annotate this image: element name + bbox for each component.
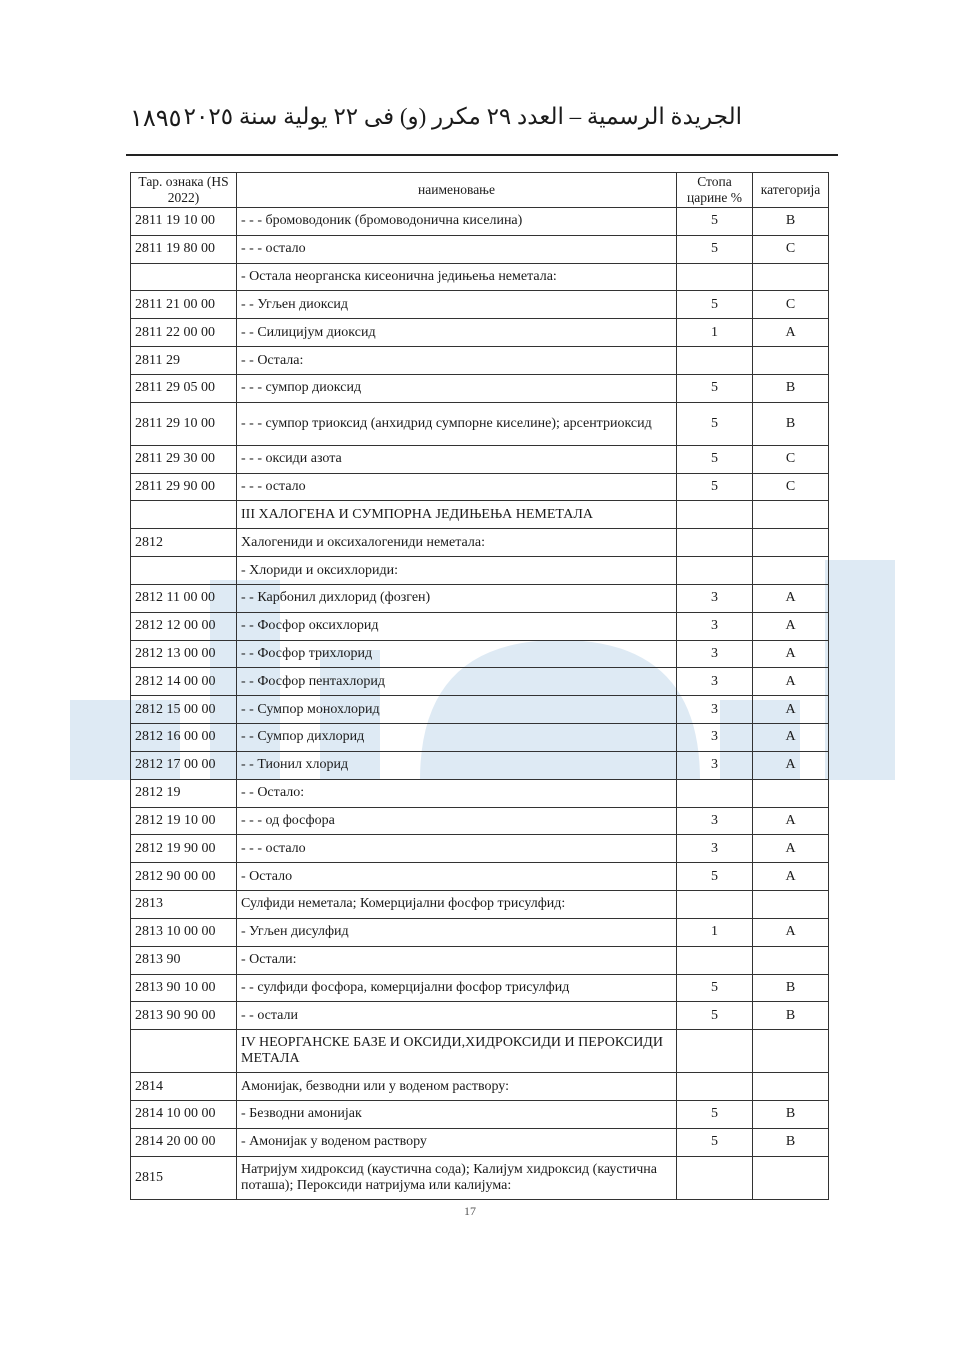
cell-category: A xyxy=(753,696,829,724)
cell-name: - - Тионил хлорид xyxy=(237,751,677,779)
table-row xyxy=(131,1128,829,1156)
table-row xyxy=(131,291,829,319)
header-code: Тар. ознака (HS 2022) xyxy=(131,173,237,208)
cell-rate: 5 xyxy=(677,208,753,236)
table-row xyxy=(131,584,829,612)
cell-rate: 3 xyxy=(677,696,753,724)
cell-code: 2811 29 10 00 xyxy=(131,402,237,445)
cell-category: A xyxy=(753,612,829,640)
cell-category: A xyxy=(753,863,829,891)
cell-code: 2812 90 00 00 xyxy=(131,863,237,891)
cell-rate: 3 xyxy=(677,724,753,752)
table-row xyxy=(131,529,829,557)
cell-rate xyxy=(677,1157,753,1200)
cell-rate xyxy=(677,779,753,807)
cell-code: 2812 12 00 00 xyxy=(131,612,237,640)
cell-code: 2812 14 00 00 xyxy=(131,668,237,696)
table-row xyxy=(131,402,829,445)
cell-rate xyxy=(677,263,753,291)
cell-rate: 5 xyxy=(677,863,753,891)
cell-code: 2814 xyxy=(131,1073,237,1101)
cell-category xyxy=(753,529,829,557)
table-row xyxy=(131,319,829,347)
table-row xyxy=(131,557,829,585)
cell-name: - Остало xyxy=(237,863,677,891)
cell-code: 2812 13 00 00 xyxy=(131,640,237,668)
cell-category: C xyxy=(753,445,829,473)
cell-name: - - Фосфор пентахлорид xyxy=(237,668,677,696)
cell-category: A xyxy=(753,724,829,752)
cell-category xyxy=(753,263,829,291)
table-row xyxy=(131,779,829,807)
cell-name: - - Карбонил дихлорид (фозген) xyxy=(237,584,677,612)
cell-name: - - Фосфор трихлорид xyxy=(237,640,677,668)
cell-rate: 5 xyxy=(677,1128,753,1156)
cell-code: 2811 29 90 00 xyxy=(131,473,237,501)
cell-name: - - Силицијум диоксид xyxy=(237,319,677,347)
cell-name: - Безводни амонијак xyxy=(237,1101,677,1129)
table-row xyxy=(131,235,829,263)
page-footer-mark: 17 xyxy=(464,1204,476,1218)
cell-name: - - - сумпор триоксид (анхидрид сумпорне киселине); арсентриоксид xyxy=(237,402,677,445)
table-row xyxy=(131,640,829,668)
cell-category xyxy=(753,1157,829,1200)
cell-rate: 3 xyxy=(677,640,753,668)
cell-code: 2812 15 00 00 xyxy=(131,696,237,724)
cell-code: 2814 10 00 00 xyxy=(131,1101,237,1129)
cell-name: - - Фосфор оксихлорид xyxy=(237,612,677,640)
table-row xyxy=(131,1030,829,1073)
cell-category xyxy=(753,347,829,375)
cell-code: 2813 90 90 00 xyxy=(131,1002,237,1030)
table-row xyxy=(131,347,829,375)
cell-category: B xyxy=(753,1128,829,1156)
page-header xyxy=(126,100,838,140)
cell-rate: 1 xyxy=(677,918,753,946)
cell-rate: 3 xyxy=(677,807,753,835)
cell-rate xyxy=(677,529,753,557)
cell-rate: 5 xyxy=(677,445,753,473)
cell-rate: 1 xyxy=(677,319,753,347)
cell-code: 2814 20 00 00 xyxy=(131,1128,237,1156)
cell-name: - - остали xyxy=(237,1002,677,1030)
cell-category: B xyxy=(753,402,829,445)
cell-category xyxy=(753,946,829,974)
cell-category: A xyxy=(753,640,829,668)
table-row xyxy=(131,445,829,473)
cell-code: 2813 10 00 00 xyxy=(131,918,237,946)
cell-name: Амонијак, безводни или у воденом раствору: xyxy=(237,1073,677,1101)
cell-code xyxy=(131,557,237,585)
cell-category: A xyxy=(753,584,829,612)
cell-code: 2812 17 00 00 xyxy=(131,751,237,779)
cell-name: - - Остало: xyxy=(237,779,677,807)
cell-code: 2812 11 00 00 xyxy=(131,584,237,612)
cell-category: C xyxy=(753,473,829,501)
table-row xyxy=(131,891,829,919)
table-header-row xyxy=(131,173,829,208)
table-row xyxy=(131,612,829,640)
cell-code: 2811 29 30 00 xyxy=(131,445,237,473)
cell-name: - - - бромоводоник (бромоводонична киселина) xyxy=(237,208,677,236)
cell-category xyxy=(753,1073,829,1101)
cell-code: 2811 19 10 00 xyxy=(131,208,237,236)
page-number: ١٨٩٥ xyxy=(130,106,182,132)
cell-name: - - Сумпор дихлорид xyxy=(237,724,677,752)
cell-code: 2812 19 xyxy=(131,779,237,807)
cell-code: 2812 xyxy=(131,529,237,557)
cell-category: B xyxy=(753,974,829,1002)
cell-rate xyxy=(677,1030,753,1073)
cell-category: B xyxy=(753,208,829,236)
table-row xyxy=(131,1073,829,1101)
cell-code: 2813 90 10 00 xyxy=(131,974,237,1002)
table-row xyxy=(131,263,829,291)
header-category: категорија xyxy=(753,173,829,208)
table-row xyxy=(131,946,829,974)
cell-category: A xyxy=(753,918,829,946)
cell-rate: 5 xyxy=(677,1101,753,1129)
cell-code: 2813 90 xyxy=(131,946,237,974)
cell-category: A xyxy=(753,835,829,863)
cell-rate: 3 xyxy=(677,668,753,696)
table-row xyxy=(131,668,829,696)
cell-category: B xyxy=(753,1101,829,1129)
cell-name: - - - од фосфора xyxy=(237,807,677,835)
cell-name: - Остали: xyxy=(237,946,677,974)
cell-category: A xyxy=(753,751,829,779)
cell-code: 2811 21 00 00 xyxy=(131,291,237,319)
cell-name: IV НЕОРГАНСКЕ БАЗЕ И ОКСИДИ,ХИДРОКСИДИ И ПЕРОКСИДИ МЕТАЛА xyxy=(237,1030,677,1073)
table-row xyxy=(131,501,829,529)
table-row xyxy=(131,724,829,752)
table-row xyxy=(131,974,829,1002)
cell-code: 2811 22 00 00 xyxy=(131,319,237,347)
cell-rate xyxy=(677,557,753,585)
cell-category: C xyxy=(753,235,829,263)
table-row xyxy=(131,835,829,863)
cell-code: 2812 19 10 00 xyxy=(131,807,237,835)
cell-code: 2812 16 00 00 xyxy=(131,724,237,752)
cell-code: 2811 19 80 00 xyxy=(131,235,237,263)
cell-name: - - сулфиди фосфора, комерцијални фосфор трисулфид xyxy=(237,974,677,1002)
cell-rate: 5 xyxy=(677,473,753,501)
cell-category: C xyxy=(753,291,829,319)
cell-name: - Амонијак у воденом раствору xyxy=(237,1128,677,1156)
header-divider xyxy=(126,154,838,156)
cell-name: - Хлориди и оксихлориди: xyxy=(237,557,677,585)
table-row xyxy=(131,751,829,779)
cell-rate xyxy=(677,1073,753,1101)
cell-name: - Остала неорганска кисеонична једињења неметала: xyxy=(237,263,677,291)
tariff-table-container xyxy=(130,172,828,1200)
cell-code: 2811 29 xyxy=(131,347,237,375)
cell-name: - - Сумпор монохлорид xyxy=(237,696,677,724)
cell-code xyxy=(131,1030,237,1073)
cell-code: 2812 19 90 00 xyxy=(131,835,237,863)
cell-rate: 3 xyxy=(677,835,753,863)
table-row xyxy=(131,374,829,402)
cell-name: III ХАЛОГЕНА И СУМПОРНА ЈЕДИЊЕЊА НЕМЕТАЛА xyxy=(237,501,677,529)
cell-name: - - Угљен диоксид xyxy=(237,291,677,319)
cell-rate: 5 xyxy=(677,291,753,319)
cell-name: - - Остала: xyxy=(237,347,677,375)
table-row xyxy=(131,696,829,724)
cell-name: - - - оксиди азота xyxy=(237,445,677,473)
cell-code xyxy=(131,263,237,291)
cell-rate xyxy=(677,501,753,529)
cell-rate: 3 xyxy=(677,612,753,640)
table-row xyxy=(131,807,829,835)
table-body xyxy=(131,208,829,1200)
header-name: наименовање xyxy=(237,173,677,208)
cell-name: - - - остало xyxy=(237,235,677,263)
table-row xyxy=(131,1101,829,1129)
cell-category: B xyxy=(753,374,829,402)
cell-rate xyxy=(677,946,753,974)
cell-category xyxy=(753,501,829,529)
gazette-title: الجريدة الرسمية – العدد ٢٩ مكرر (و) فى ٢٢ يولية سنة ٢٠٢٥ xyxy=(183,104,742,129)
cell-name: Натријум хидроксид (каустична сода); Калијум хидроксид (каустична поташа); Пероксиди натријума или калијума: xyxy=(237,1157,677,1200)
cell-code xyxy=(131,501,237,529)
cell-code: 2813 xyxy=(131,891,237,919)
cell-code: 2811 29 05 00 xyxy=(131,374,237,402)
table-row xyxy=(131,863,829,891)
cell-name: - Угљен дисулфид xyxy=(237,918,677,946)
cell-name: - - - остало xyxy=(237,835,677,863)
header-rate: Стопа царине % xyxy=(677,173,753,208)
cell-category: A xyxy=(753,807,829,835)
cell-rate: 5 xyxy=(677,402,753,445)
table-row xyxy=(131,1002,829,1030)
table-row xyxy=(131,473,829,501)
cell-category: A xyxy=(753,319,829,347)
cell-category xyxy=(753,891,829,919)
cell-category: B xyxy=(753,1002,829,1030)
cell-rate xyxy=(677,891,753,919)
cell-name: Халогениди и оксихалогениди неметала: xyxy=(237,529,677,557)
cell-rate: 3 xyxy=(677,751,753,779)
table-row xyxy=(131,1157,829,1200)
cell-rate: 3 xyxy=(677,584,753,612)
tariff-table xyxy=(130,172,829,1200)
cell-rate: 5 xyxy=(677,235,753,263)
cell-name: - - - остало xyxy=(237,473,677,501)
cell-category xyxy=(753,557,829,585)
cell-category xyxy=(753,779,829,807)
cell-rate: 5 xyxy=(677,974,753,1002)
cell-code: 2815 xyxy=(131,1157,237,1200)
cell-rate xyxy=(677,347,753,375)
cell-name: Сулфиди неметала; Комерцијални фосфор трисулфид: xyxy=(237,891,677,919)
cell-name: - - - сумпор диоксид xyxy=(237,374,677,402)
cell-category xyxy=(753,1030,829,1073)
cell-rate: 5 xyxy=(677,1002,753,1030)
table-row xyxy=(131,918,829,946)
cell-rate: 5 xyxy=(677,374,753,402)
cell-category: A xyxy=(753,668,829,696)
table-row xyxy=(131,208,829,236)
